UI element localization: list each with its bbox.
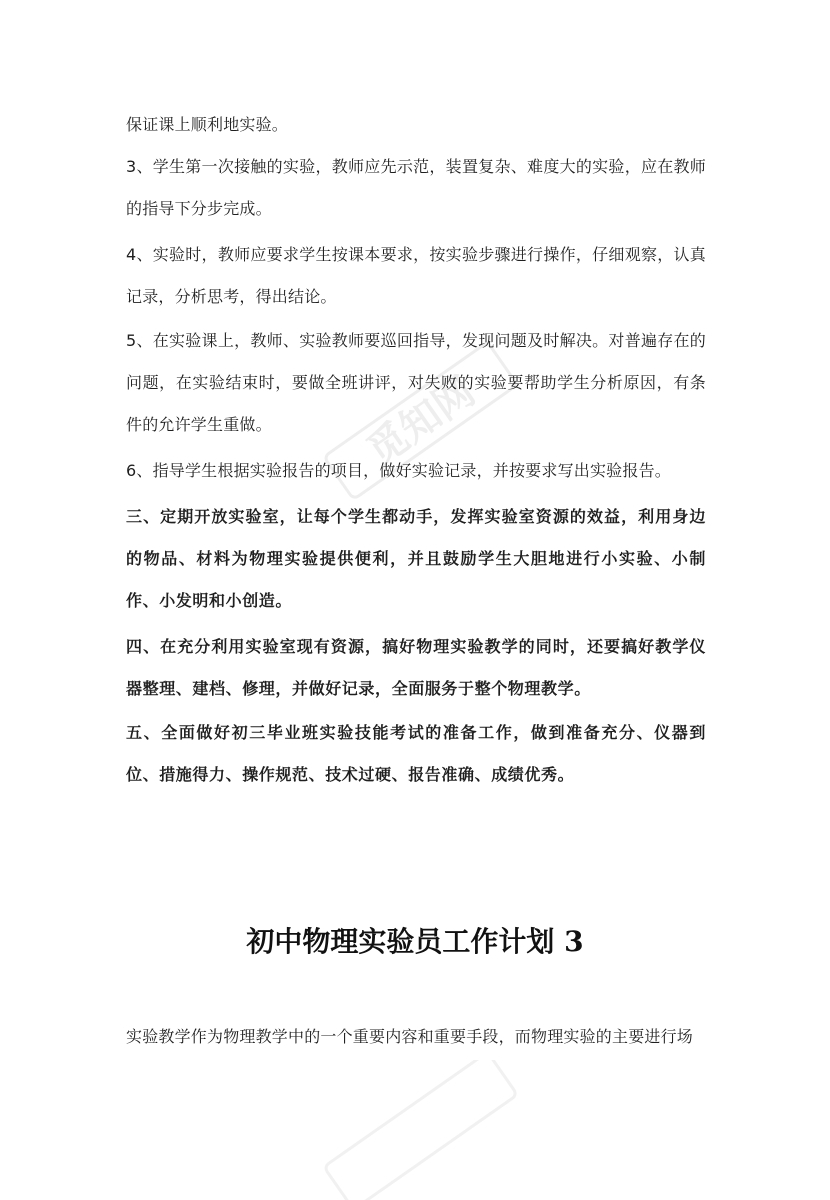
paragraph-continuation: 保证课上顺利地实验。 xyxy=(126,115,289,134)
watermark-text: 觅知网 xyxy=(358,368,484,475)
section-four-paragraph: 四、在充分利用实验室现有资源，搞好物理实验教学的同时，还要搞好教学仪器整理、建档、修理，并做好记录，全面服务于整个物理教学。 xyxy=(126,637,706,698)
paragraph-item-5: 5、在实验课上，教师、实验教师要巡回指导，发现问题及时解决。对普遍存在的问题，在实验结束时，要做全班讲评，对失败的实验要帮助学生分析原因，有条件的允许学生重做。 xyxy=(126,331,706,434)
paragraph-item-3: 3、学生第一次接触的实验，教师应先示范，装置复杂、难度大的实验，应在教师的指导下分步完成。 xyxy=(126,157,706,218)
paragraph-item-6: 6、指导学生根据实验报告的项目，做好实验记录，并按要求写出实验报告。 xyxy=(126,461,671,480)
paragraph-item-4: 4、实验时，教师应要求学生按课本要求，按实验步骤进行操作，仔细观察，认真记录，分析思考，得出结论。 xyxy=(126,245,706,306)
section-title: 初中物理实验员工作计划 3 xyxy=(246,925,584,958)
section-five-paragraph: 五、全面做好初三毕业班实验技能考试的准备工作，做到准备充分、仪器到位、措施得力、操作规范、技术过硬、报告准确、成绩优秀。 xyxy=(126,723,706,784)
intro-paragraph: 实验教学作为物理教学中的一个重要内容和重要手段，而物理实验的主要进行场 xyxy=(126,1027,694,1046)
section-three-paragraph: 三、定期开放实验室，让每个学生都动手，发挥实验室资源的效益，利用身边的物品、材料为物理实验提供便利，并且鼓励学生大胆地进行小实验、小制作、小发明和小创造。 xyxy=(126,507,706,610)
watermark-logo-bottom xyxy=(300,1060,540,1200)
